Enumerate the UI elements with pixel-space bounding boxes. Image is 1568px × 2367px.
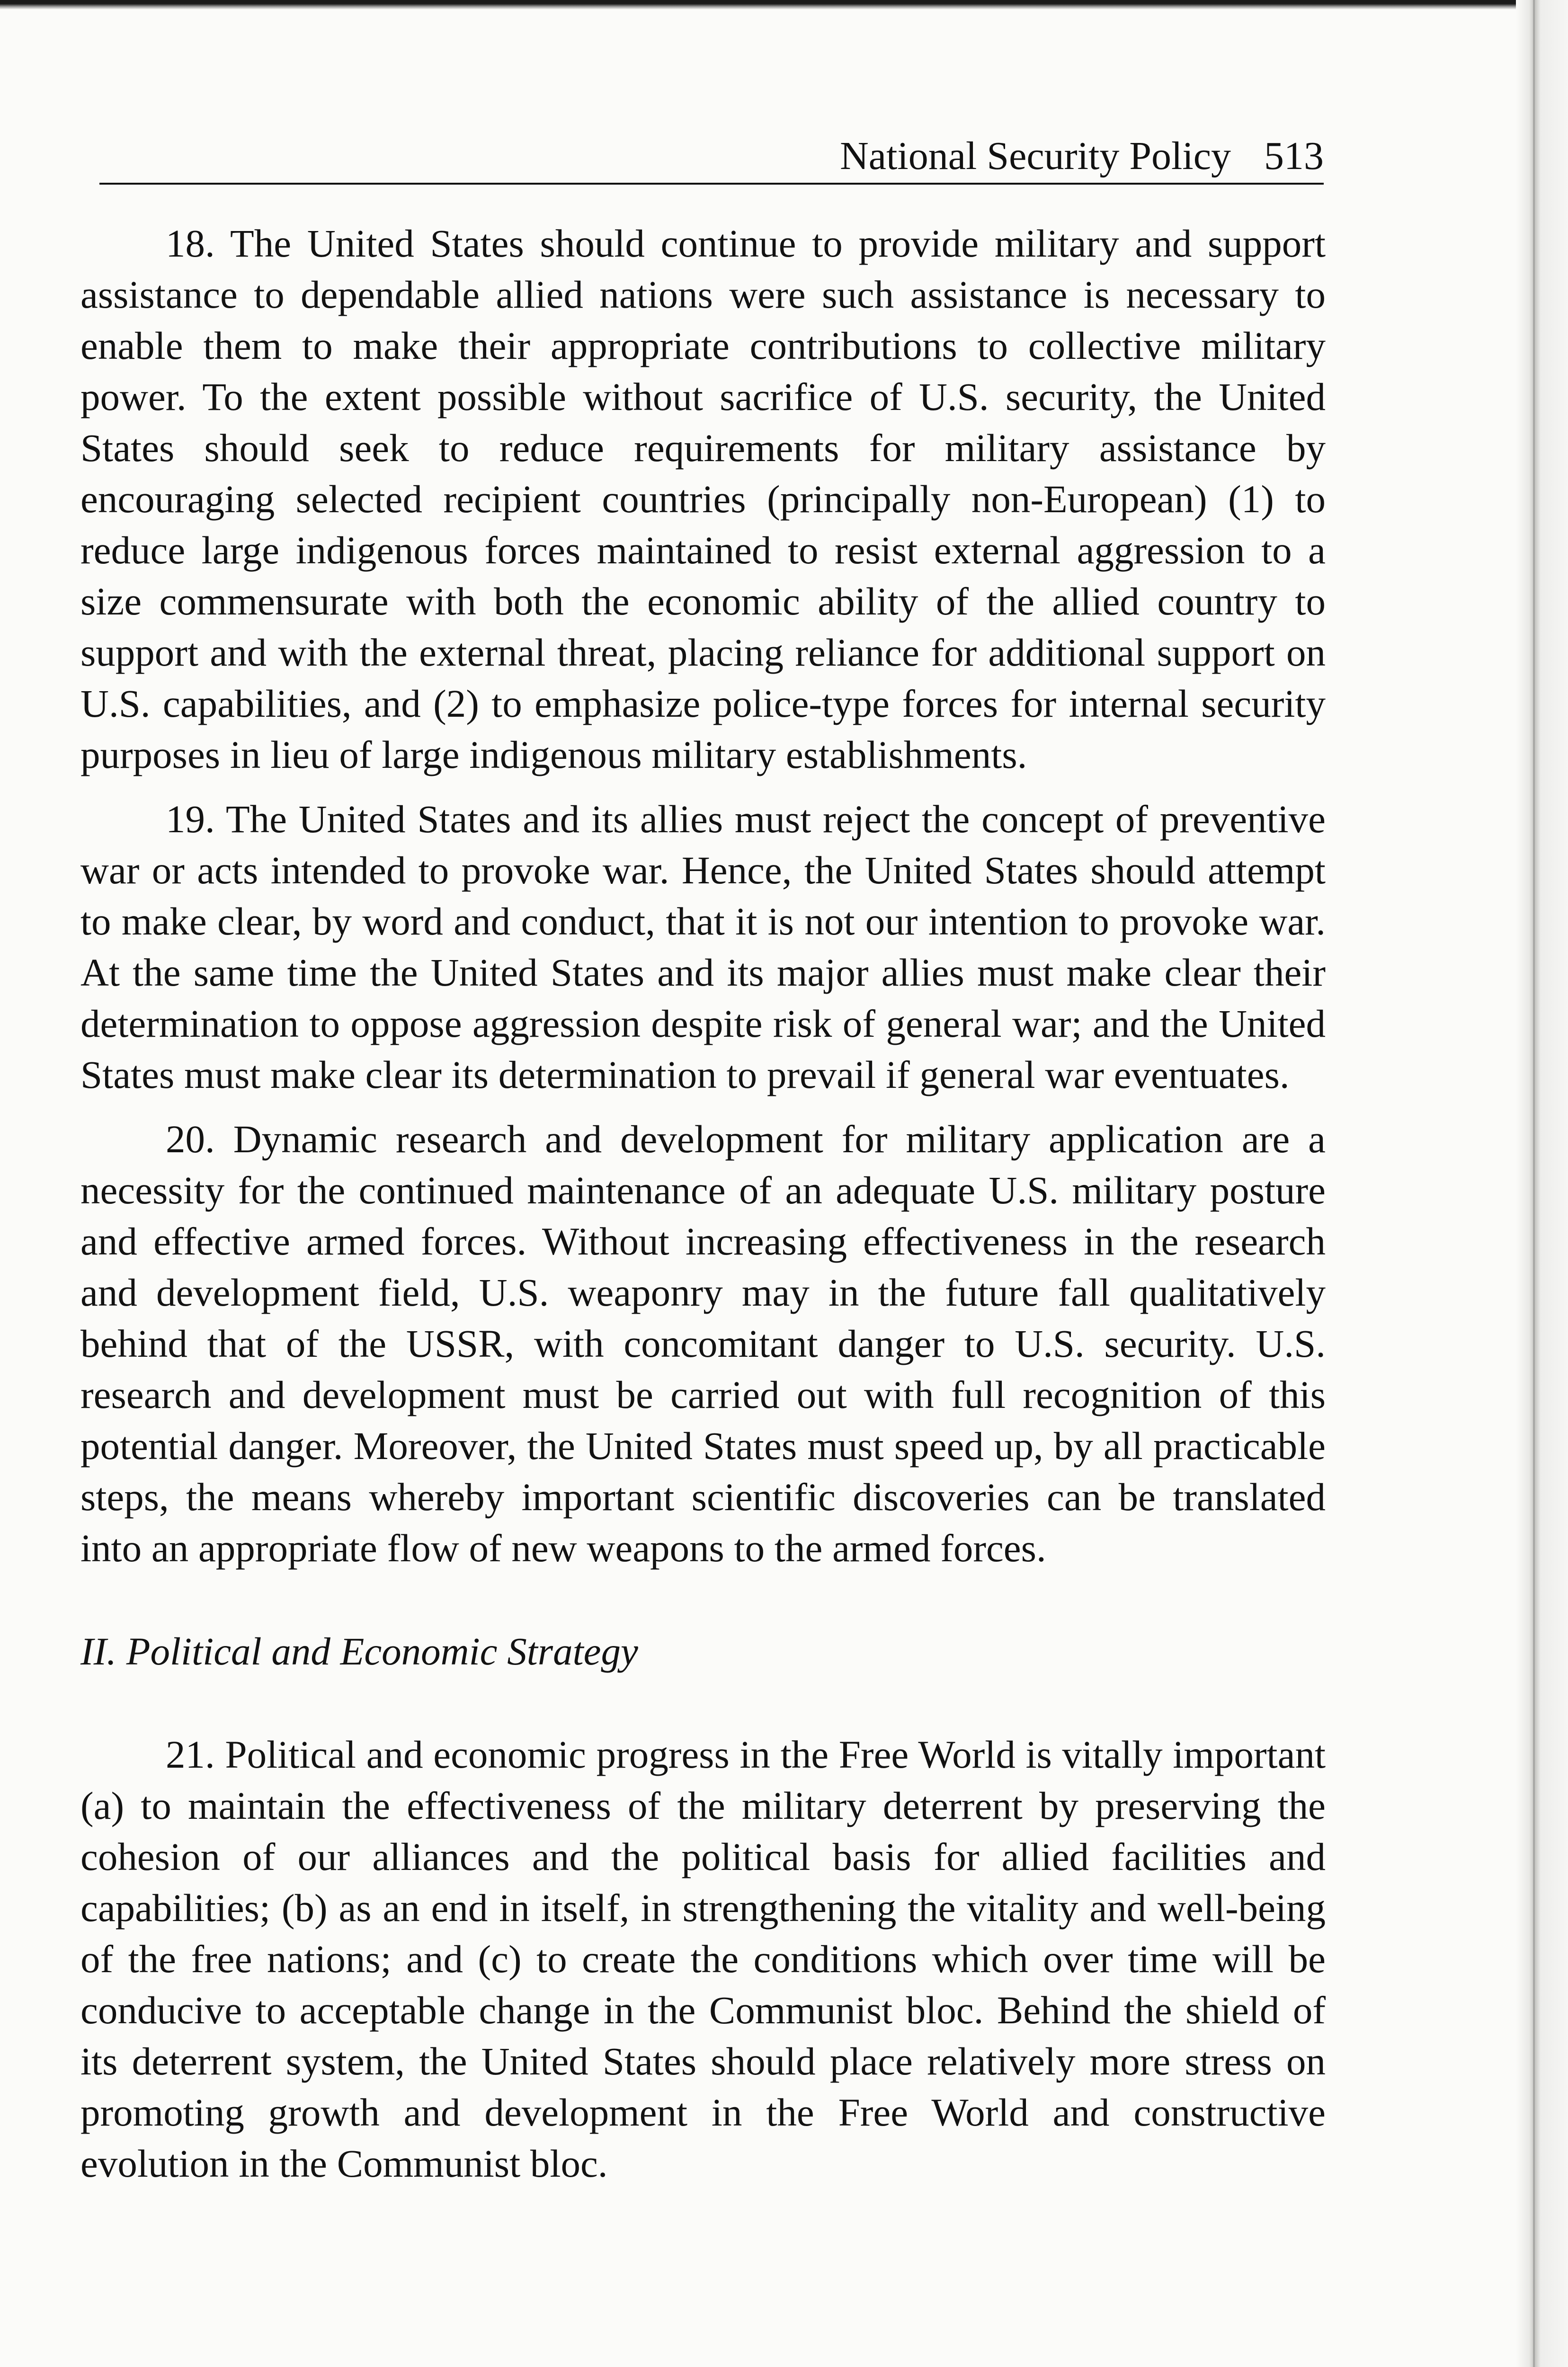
- scan-page-edge: [1516, 0, 1568, 2367]
- page-number: 513: [1264, 134, 1324, 178]
- page-gutter-line: [1533, 0, 1535, 2367]
- paragraph-21: 21. Political and economic progress in the Free World is vitally important (a) to maintain the effectiveness of the military deterrent by preserving the cohesion of our alliances and the political basis for allied facilities and capabilities; (b) as an end in itself, in strengthening the vitality and well-being of the free nations; and (c) to create the conditions which over time will be conducive to acceptable change in the Communist bloc. Behind the shield of its deterrent system, the United States should place relatively more stress on promoting growth and development in the Free World and constructive evolution in the Communist bloc.: [80, 1733, 1326, 2185]
- running-head-title: National Security Policy: [840, 134, 1231, 178]
- running-head: [99, 128, 1324, 185]
- paragraph-18: 18. The United States should continue to provide military and support assistance to dependable allied nations were such assistance is necessary to enable them to make their appropriate contributions to collective military power. To the extent possible without sacrifice of U.S. security, the United States should seek to reduce requirements for military assistance by encouraging selected recipient countries (principally non-European) (1) to reduce large indigenous forces maintained to resist external aggression to a size commensurate with both the economic ability of the allied country to support and with the external threat, placing reliance for additional support on U.S. capabilities, and (2) to emphasize police-type forces for internal security purposes in lieu of large indigenous military establishments.: [80, 222, 1326, 776]
- paragraph-19: 19. The United States and its allies must reject the concept of preventive war or acts intended to provoke war. Hence, the United States should attempt to make clear, by word and conduct, that it is not our intention to provoke war. At the same time the United States and its major allies must make clear their determination to oppose aggression despite risk of general war; and the United States must make clear its determination to prevail if general war eventuates.: [80, 797, 1326, 1096]
- paragraph-20: 20. Dynamic research and development for military application are a necessity for the continued maintenance of an adequate U.S. military posture and effective armed forces. Without increasing effectiveness in the research and development field, U.S. weaponry may in the future fall qualitatively behind that of the USSR, with concomitant danger to U.S. security. U.S. research and development must be carried out with full recognition of this potential danger. Moreover, the United States must speed up, by all practicable steps, the means whereby important scientific discoveries can be translated into an appropriate flow of new weapons to the armed forces.: [80, 1117, 1326, 1570]
- section-heading: II. Political and Economic Strategy: [80, 1629, 638, 1673]
- scan-top-shadow: [0, 0, 1568, 9]
- body-text: [80, 218, 1326, 2202]
